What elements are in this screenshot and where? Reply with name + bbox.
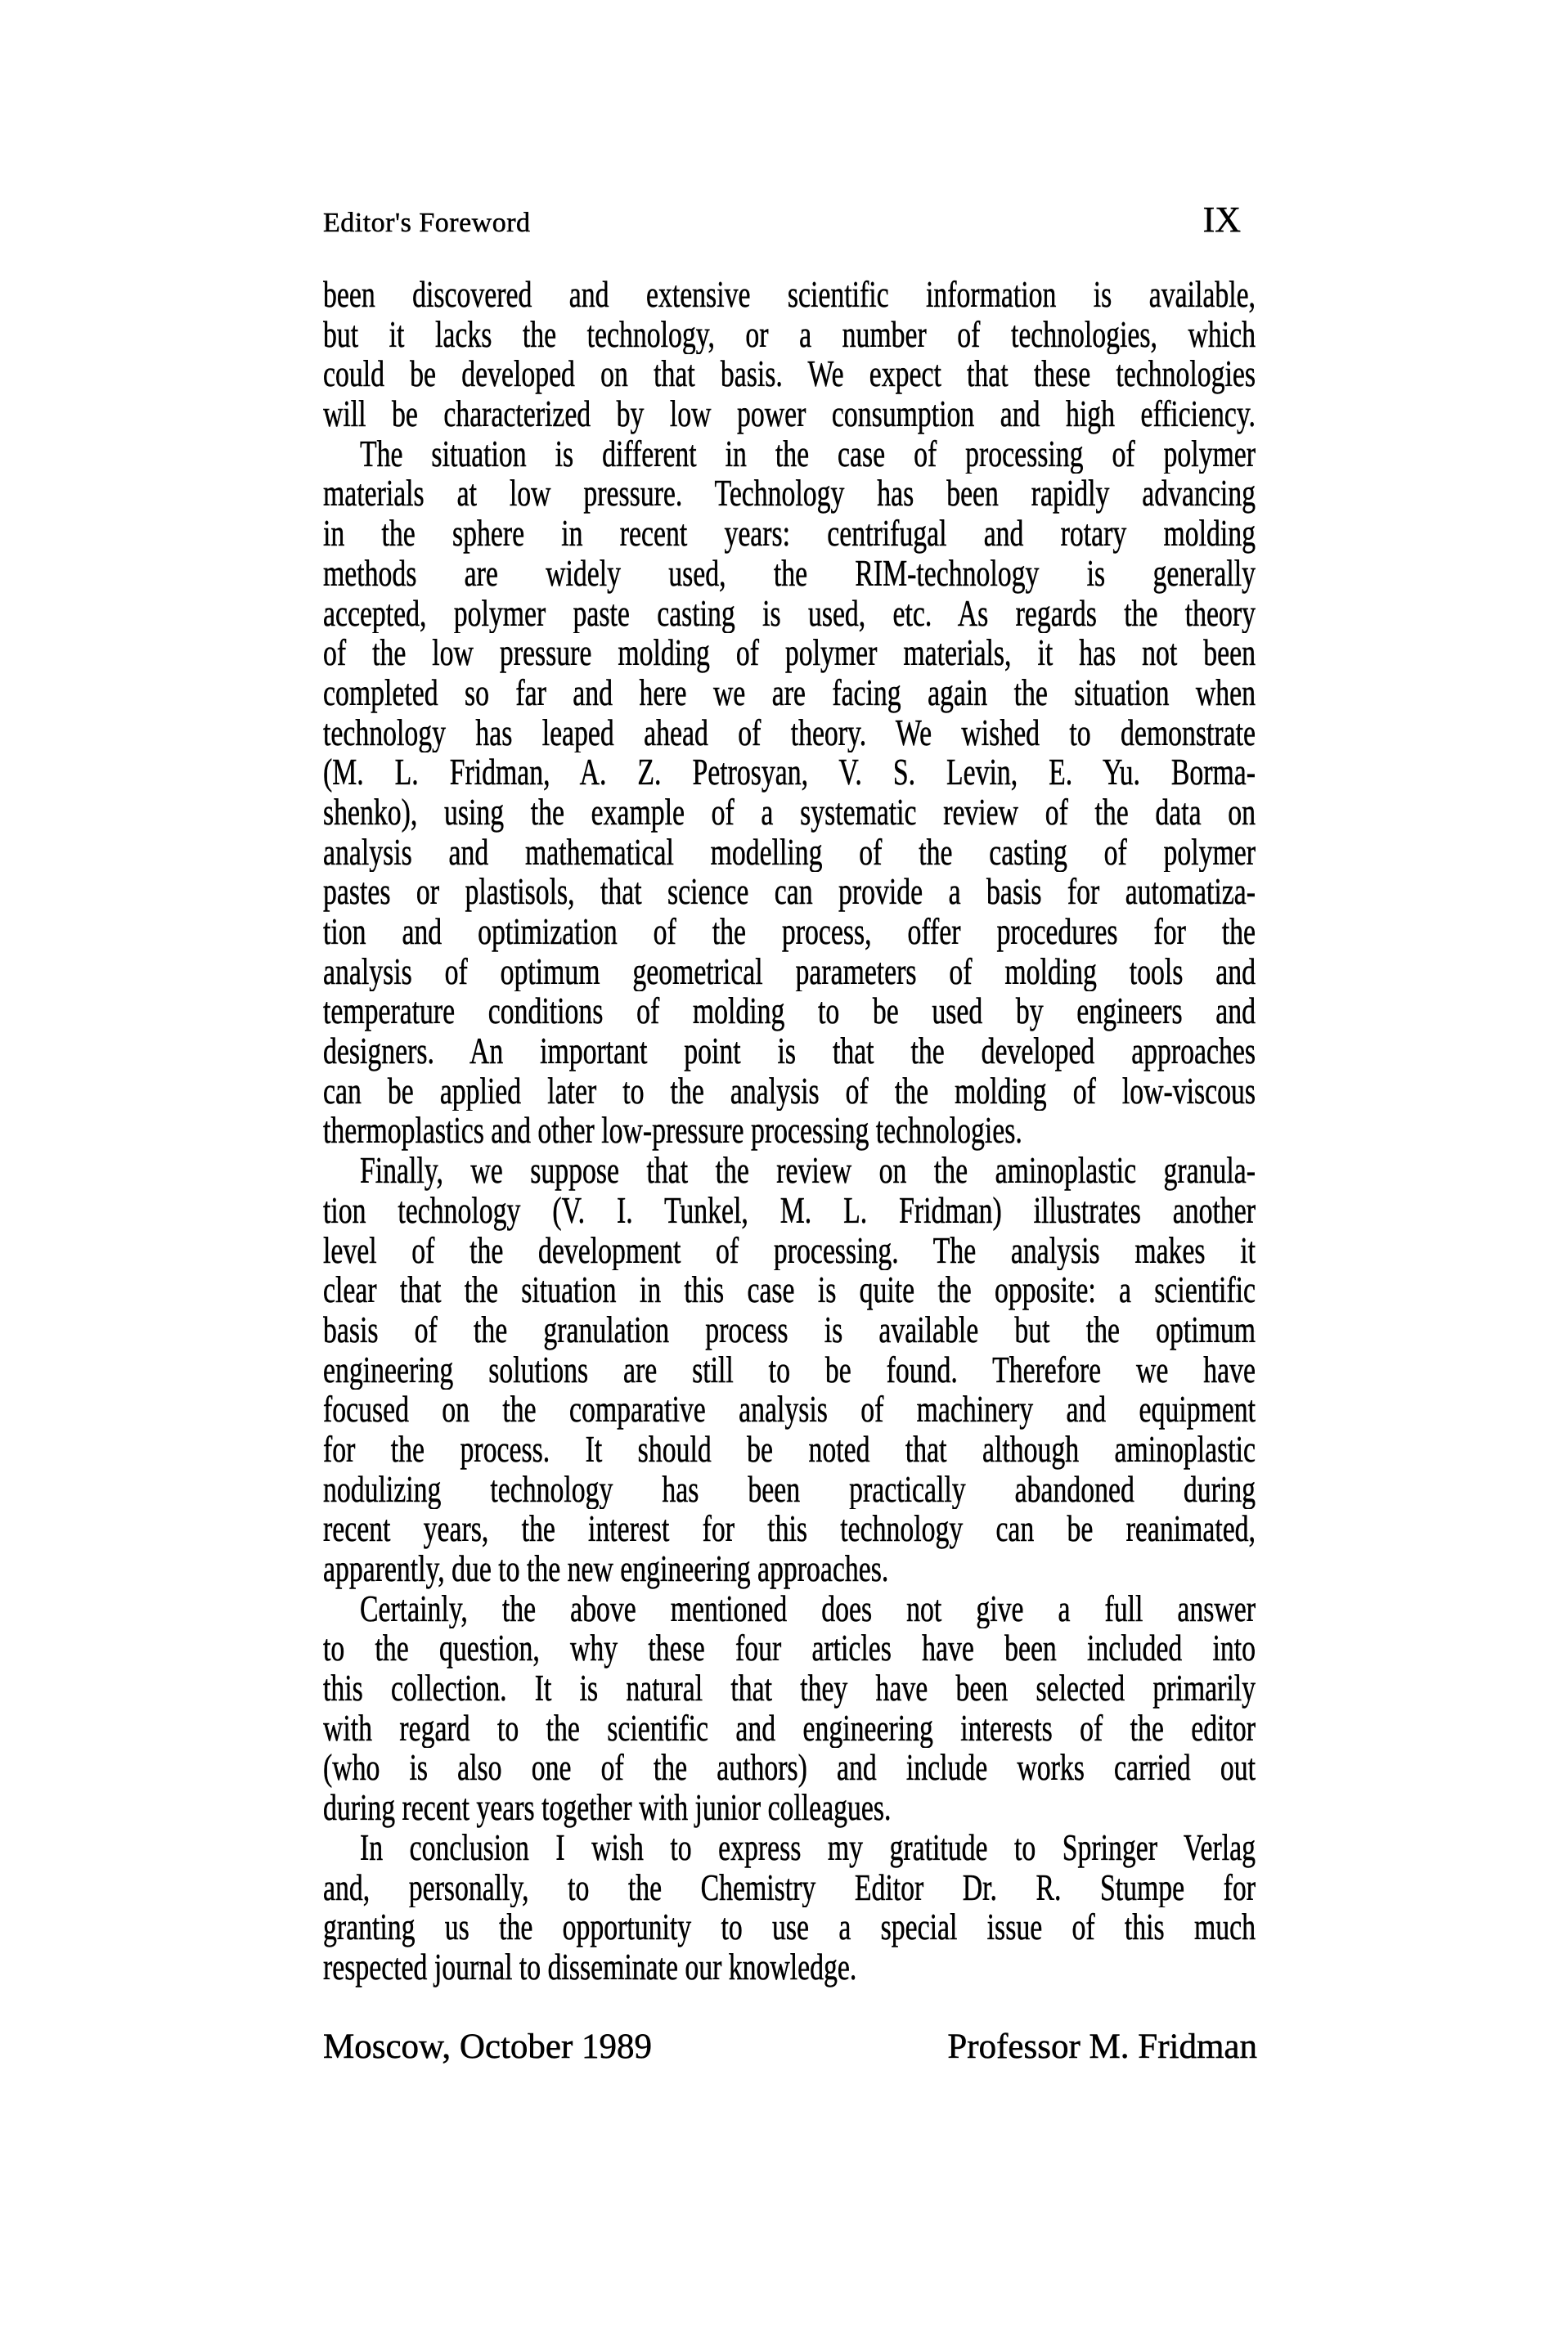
text-line: with regard to the scientific and engineering interests of the editor xyxy=(323,1708,1256,1749)
running-title: Editor's Foreword xyxy=(323,208,531,238)
text-line: been discovered and extensive scientific information is available, xyxy=(323,275,1256,315)
text-line: engineering solutions are still to be found. Therefore we have xyxy=(323,1350,1256,1390)
text-line: analysis of optimum geometrical parameters of molding tools and xyxy=(323,951,1256,992)
page-number: IX xyxy=(1202,200,1241,240)
text-line: In conclusion I wish to express my gratitude to Springer Verlag xyxy=(360,1827,1256,1868)
text-line: can be applied later to the analysis of the molding of low-viscous xyxy=(323,1071,1256,1112)
text-line: will be characterized by low power consumption and high efficiency. xyxy=(323,394,1256,434)
text-line: temperature conditions of molding to be used by engineers and xyxy=(323,991,1256,1032)
text-line: tion and optimization of the process, offer procedures for the xyxy=(323,912,1256,952)
text-line: technology has leaped ahead of theory. We wished to demonstrate xyxy=(323,712,1256,753)
text-line: apparently, due to the new engineering approaches. xyxy=(323,1549,889,1589)
text-line: in the sphere in recent years: centrifugal and rotary molding xyxy=(323,514,1256,554)
text-line: methods are widely used, the RIM-technology is generally xyxy=(323,553,1256,594)
text-line: Finally, we suppose that the review on the aminoplastic granula- xyxy=(360,1151,1256,1191)
text-line: completed so far and here we are facing again the situation when xyxy=(323,672,1256,713)
text-line: designers. An important point is that the developed approaches xyxy=(323,1031,1256,1071)
text-line: pastes or plastisols, that science can provide a basis for automatiza- xyxy=(323,872,1256,912)
text-line: accepted, polymer paste casting is used, etc. As regards the theory xyxy=(323,593,1256,634)
text-line: focused on the comparative analysis of machinery and equipment xyxy=(323,1390,1256,1430)
text-line: analysis and mathematical modelling of the casting of polymer xyxy=(323,832,1256,873)
text-line: nodulizing technology has been practically abandoned during xyxy=(323,1469,1256,1510)
text-line: The situation is different in the case of processing of polymer xyxy=(360,433,1256,474)
text-line: recent years, the interest for this technology can be reanimated, xyxy=(323,1509,1256,1549)
text-line: of the low pressure molding of polymer materials, it has not been xyxy=(323,633,1256,673)
signature-place-date: Moscow, October 1989 xyxy=(323,2028,653,2066)
running-header xyxy=(323,199,1256,240)
text-line: shenko), using the example of a systematic review of the data on xyxy=(323,792,1256,833)
text-line: tion technology (V. I. Tunkel, M. L. Fridman) illustrates another xyxy=(323,1190,1256,1231)
text-line: for the process. It should be noted that although aminoplastic xyxy=(323,1429,1256,1470)
text-line: respected journal to disseminate our knowledge. xyxy=(323,1947,857,1987)
text-line: to the question, why these four articles have been included into xyxy=(323,1628,1256,1669)
text-line: (M. L. Fridman, A. Z. Petrosyan, V. S. Levin, E. Yu. Borma- xyxy=(323,752,1256,793)
text-line: materials at low pressure. Technology has been rapidly advancing xyxy=(323,474,1256,514)
text-line: granting us the opportunity to use a special issue of this much xyxy=(323,1907,1256,1947)
text-line: thermoplastics and other low-pressure processing technologies. xyxy=(323,1111,1022,1152)
text-line: level of the development of processing. The analysis makes it xyxy=(323,1230,1256,1271)
signature-author: Professor M. Fridman xyxy=(947,2028,1257,2066)
text-line: could be developed on that basis. We expect that these technologies xyxy=(323,354,1256,395)
text-line: during recent years together with junior colleagues. xyxy=(323,1788,892,1828)
body-text xyxy=(323,275,1256,1987)
text-line: Certainly, the above mentioned does not give a full answer xyxy=(360,1588,1256,1629)
text-line: (who is also one of the authors) and include works carried out xyxy=(323,1748,1256,1789)
text-line: but it lacks the technology, or a number of technologies, which xyxy=(323,314,1256,355)
signature-row xyxy=(323,2027,1257,2067)
text-line: this collection. It is natural that they have been selected primarily xyxy=(323,1669,1256,1709)
text-line: clear that the situation in this case is quite the opposite: a scientific xyxy=(323,1270,1256,1310)
text-line: basis of the granulation process is available but the optimum xyxy=(323,1309,1256,1350)
text-line: and, personally, to the Chemistry Editor Dr. R. Stumpe for xyxy=(323,1867,1256,1908)
